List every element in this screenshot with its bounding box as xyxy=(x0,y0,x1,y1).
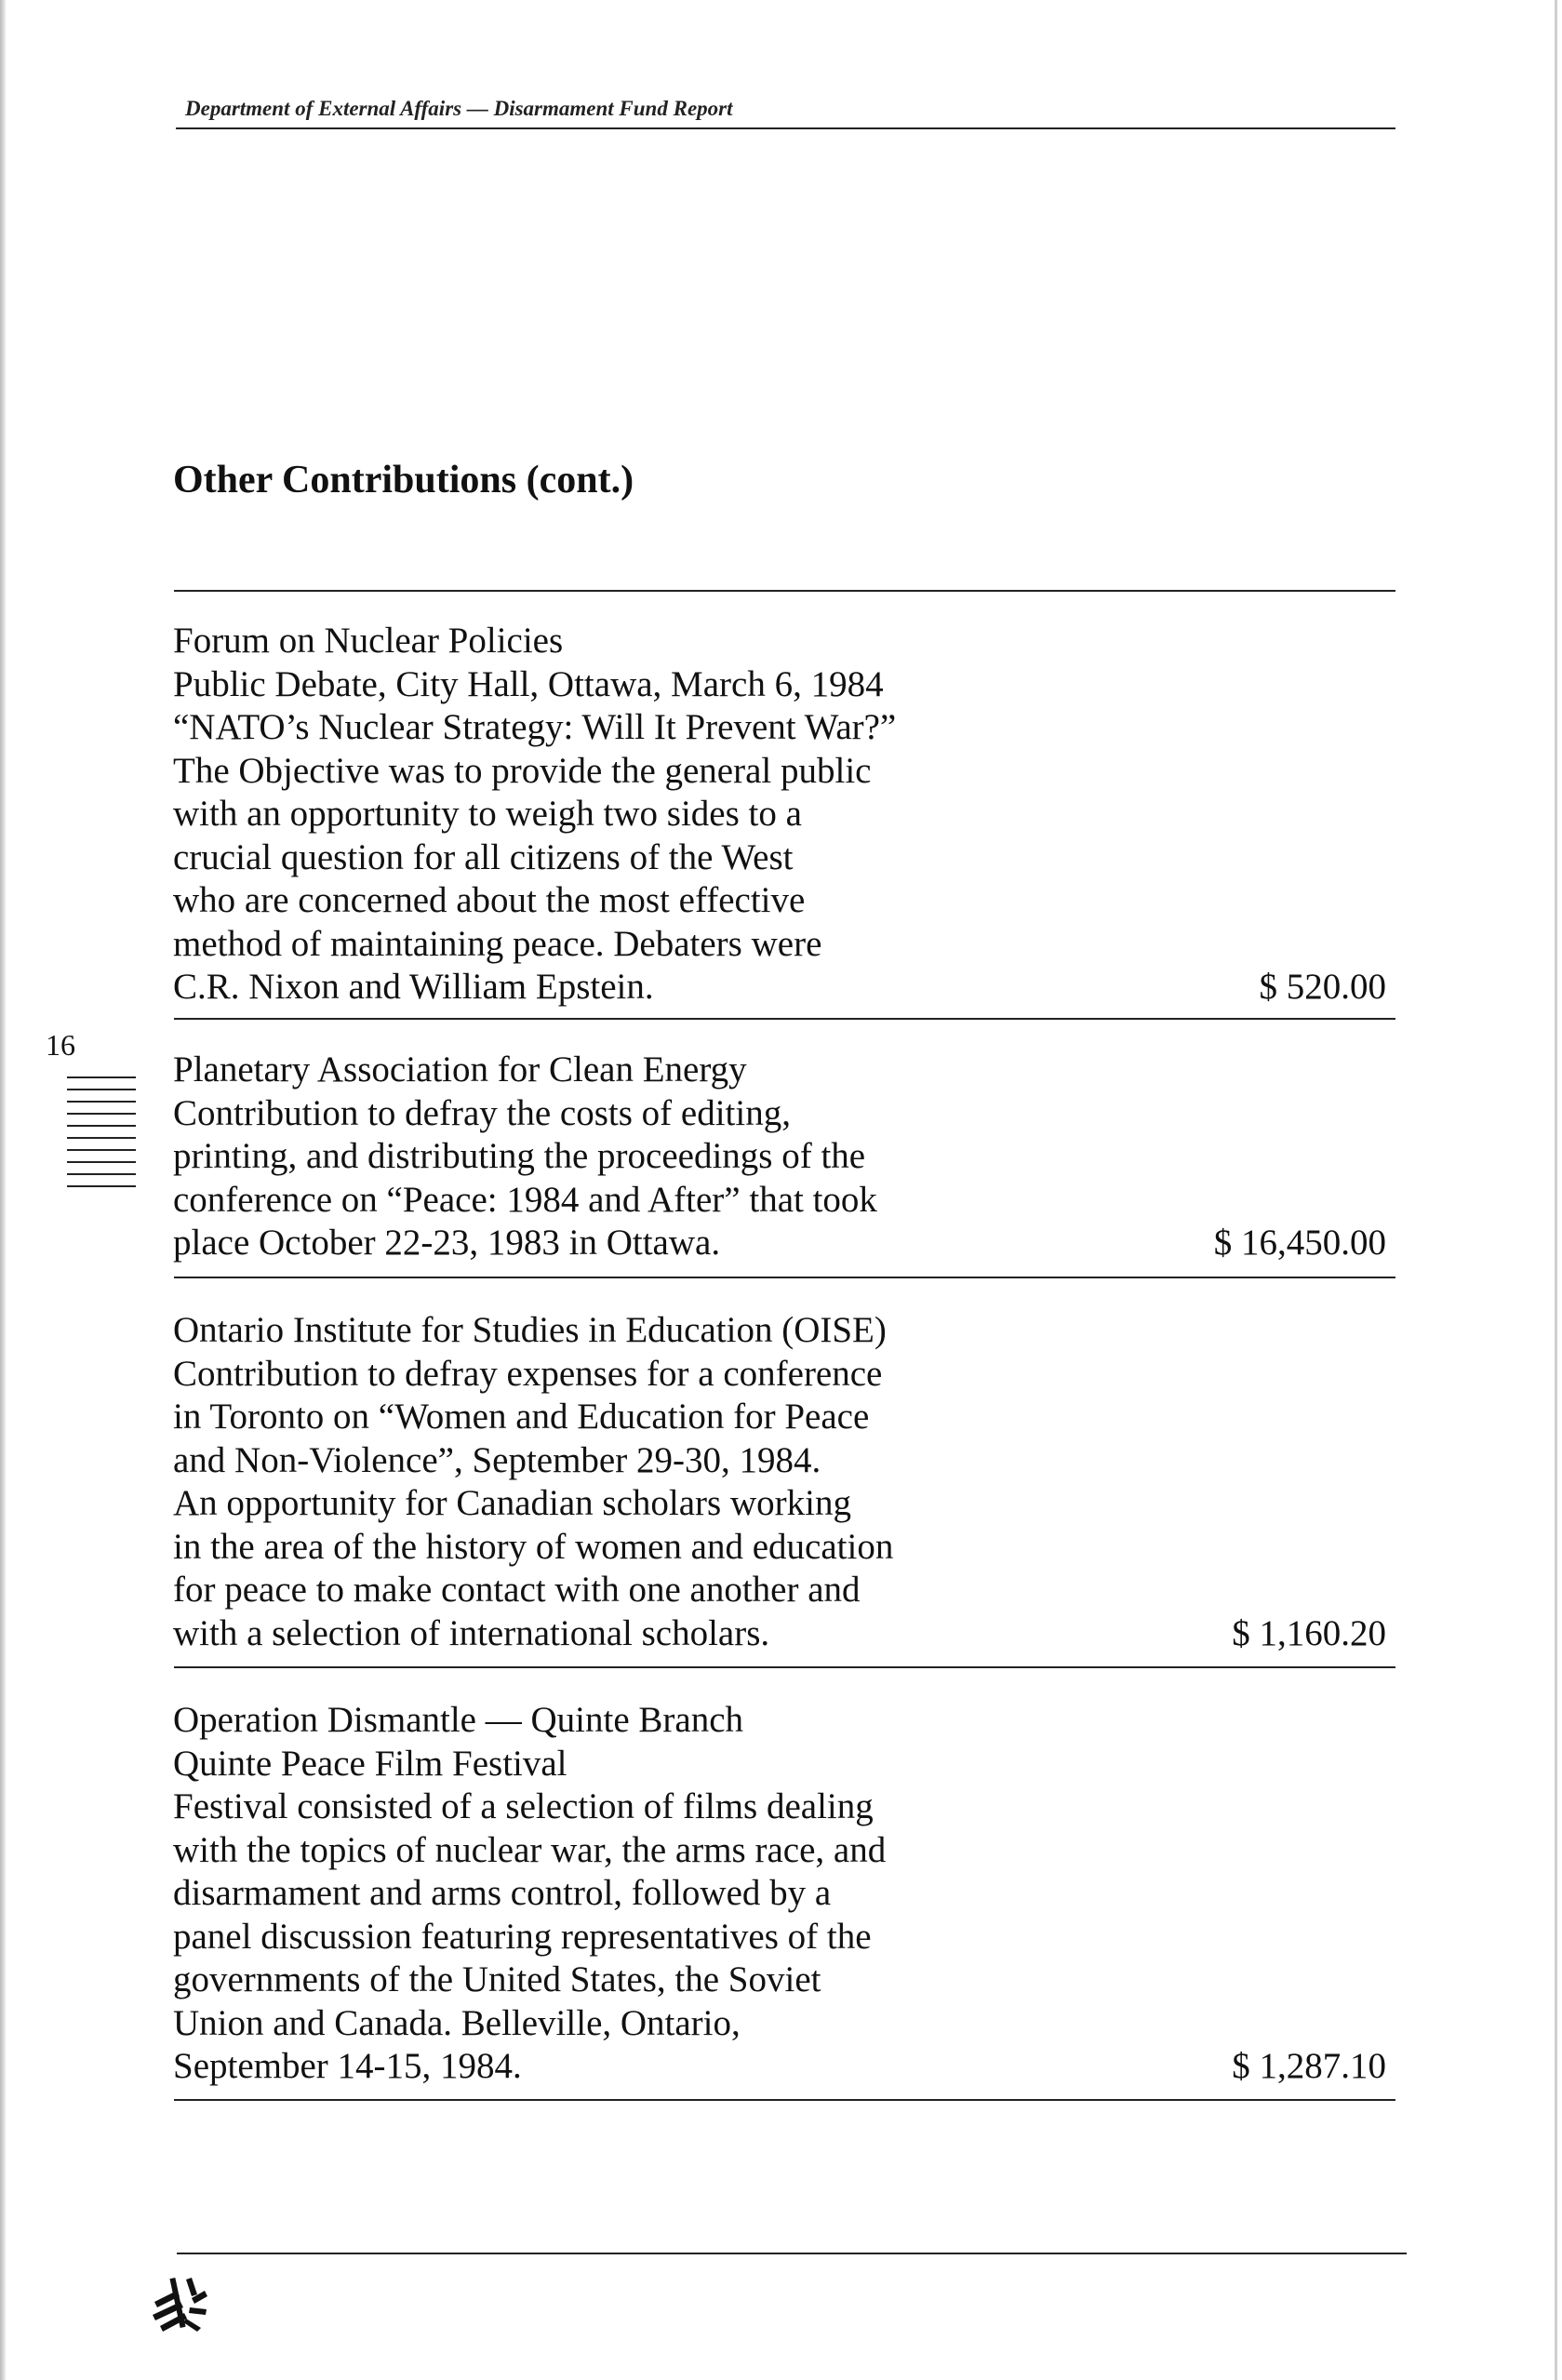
entry-line: Operation Dismantle — Quinte Branch xyxy=(173,1700,744,1740)
footer-rule xyxy=(177,2253,1407,2254)
entry-line: Public Debate, City Hall, Ottawa, March 6, 1984 xyxy=(173,663,884,704)
contribution-amount: $ 1,287.10 xyxy=(1232,2046,1386,2086)
contribution-entry xyxy=(173,1309,893,1655)
entry-top-rule xyxy=(174,590,1395,592)
page-number-marker xyxy=(67,1076,136,1197)
entry-line: The Objective was to provide the general public xyxy=(173,750,872,791)
entry-line: Quinte Peace Film Festival xyxy=(173,1743,567,1784)
entry-line: Union and Canada. Belleville, Ontario, xyxy=(173,2002,741,2043)
entry-line: printing, and distributing the proceedings of the xyxy=(173,1136,866,1176)
contribution-entry xyxy=(173,1699,886,2089)
contribution-entry xyxy=(173,1049,877,1265)
entry-line: An opportunity for Canadian scholars working xyxy=(173,1483,851,1523)
contribution-amount: $ 16,450.00 xyxy=(1213,1223,1386,1263)
entry-line: Planetary Association for Clean Energy xyxy=(173,1050,747,1090)
government-emblem-icon xyxy=(149,2274,210,2332)
scan-edge-left xyxy=(0,0,6,2380)
entry-line: “NATO’s Nuclear Strategy: Will It Prevent War?” xyxy=(173,707,897,747)
entry-rule xyxy=(174,2099,1395,2101)
entry-line: who are concerned about the most effective xyxy=(173,880,806,920)
running-head: Department of External Affairs — Disarmament Fund Report xyxy=(185,97,733,120)
section-title: Other Contributions (cont.) xyxy=(173,459,634,501)
entry-line: with the topics of nuclear war, the arms race, and xyxy=(173,1829,887,1870)
entry-line: Ontario Institute for Studies in Education (OISE) xyxy=(173,1310,887,1350)
entry-line: crucial question for all citizens of the West xyxy=(173,836,794,877)
entry-line: with an opportunity to weigh two sides to a xyxy=(173,794,802,834)
header-rule xyxy=(176,127,1395,129)
entry-line: C.R. Nixon and William Epstein. xyxy=(173,967,654,1007)
entry-line: method of maintaining peace. Debaters were xyxy=(173,923,822,964)
contribution-amount: $ 520.00 xyxy=(1259,967,1386,1007)
entry-rule xyxy=(174,1666,1395,1668)
contribution-entry xyxy=(173,620,896,1009)
entry-rule xyxy=(174,1277,1395,1278)
entry-line: place October 22-23, 1983 in Ottawa. xyxy=(173,1223,721,1263)
entry-line: Forum on Nuclear Policies xyxy=(173,621,564,661)
scan-edge-right xyxy=(1555,0,1557,2380)
entry-line: and Non-Violence”, September 29-30, 1984. xyxy=(173,1439,821,1480)
entry-line: in Toronto on “Women and Education for Peace xyxy=(173,1397,870,1437)
entry-line: panel discussion featuring representatives of the xyxy=(173,1916,872,1957)
entry-line: Contribution to defray the costs of editing, xyxy=(173,1092,791,1133)
entry-line: for peace to make contact with one another and xyxy=(173,1570,861,1610)
contribution-amount: $ 1,160.20 xyxy=(1232,1613,1386,1653)
entry-line: with a selection of international scholars. xyxy=(173,1612,770,1653)
entry-line: September 14-15, 1984. xyxy=(173,2046,522,2086)
entry-line: conference on “Peace: 1984 and After” that took xyxy=(173,1179,877,1220)
page-number: 16 xyxy=(46,1028,75,1062)
entry-line: governments of the United States, the Soviet xyxy=(173,1959,821,1999)
entry-rule xyxy=(174,1018,1395,1020)
entry-line: Festival consisted of a selection of films dealing xyxy=(173,1786,874,1826)
entry-line: Contribution to defray expenses for a conference xyxy=(173,1353,883,1394)
entry-line: in the area of the history of women and education xyxy=(173,1526,894,1567)
entry-line: disarmament and arms control, followed by a xyxy=(173,1873,832,1913)
